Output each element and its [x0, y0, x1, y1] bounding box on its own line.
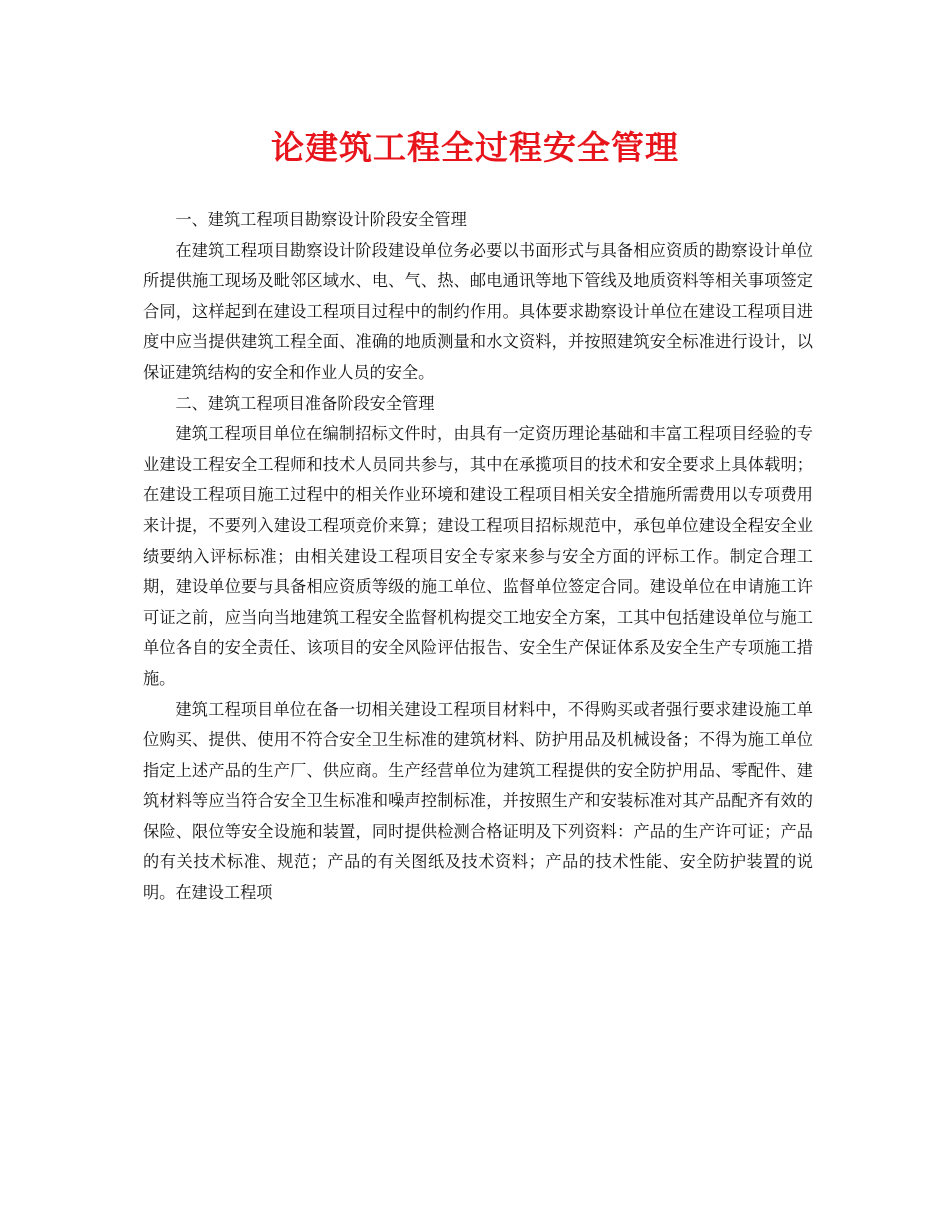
- section-heading-1: 一、建筑工程项目勘察设计阶段安全管理: [175, 210, 467, 229]
- section-heading-2: 二、建筑工程项目准备阶段安全管理: [175, 393, 435, 413]
- paragraph-3: 建筑工程项目单位在备一切相关建设工程项目材料中，不得购买或者强行要求建设施工单位购买、提供、使用不符合安全卫生标准的建筑材料、防护用品及机械设备；不得为施工单位指定上述产品的生产厂、供应商。生产经营单位为建筑工程提供的安全防护用品、零配件、建筑材料等应当符合安全卫生标准和噪声控制标准，并按照生产和安装标准对其产品配齐有效的保险、限位等安全设施和装置，同时提供检测合格证明及下列资料：产品的生产许可证；产品的有关技术标准、规范；产品的有关图纸及技术资料；产品的技术性能、安全防护装置的说明。在建设工程项: [143, 699, 813, 903]
- document-title: 论建筑工程全过程安全管理: [271, 128, 679, 167]
- document-body: [143, 205, 813, 909]
- paragraph-1: 在建筑工程项目勘察设计阶段建设单位务必要以书面形式与具备相应资质的勘察设计单位所提供施工现场及毗邻区域水、电、气、热、邮电通讯等地下管线及地质资料等相关事项签定合同，这样起到在建设工程项目过程中的制约作用。具体要求勘察设计单位在建设工程项目进度中应当提供建筑工程全面、准确的地质测量和水文资料，并按照建筑安全标准进行设计，以保证建筑结构的安全和作业人员的安全。: [143, 240, 813, 382]
- paragraph-2: 建筑工程项目单位在编制招标文件时，由具有一定资历理论基础和丰富工程项目经验的专业建设工程安全工程师和技术人员同共参与，其中在承揽项目的技术和安全要求上具体载明；在建设工程项目施工过程中的相关作业环境和建设工程项目相关安全措施所需费用以专项费用来计提，不要列入建设工程项竞价来算；建设工程项目招标规范中，承包单位建设全程安全业绩要纳入评标标准；由相关建设工程项目安全专家来参与安全方面的评标工作。制定合理工期，建设单位要与具备相应资质等级的施工单位、监督单位签定合同。建设单位在申请施工许可证之前，应当向当地建筑工程安全监督机构提交工地安全方案，工其中包括建设单位与施工单位各自的安全责任、该项目的安全风险评估报告、安全生产保证体系及安全生产专项施工措施。: [143, 424, 813, 688]
